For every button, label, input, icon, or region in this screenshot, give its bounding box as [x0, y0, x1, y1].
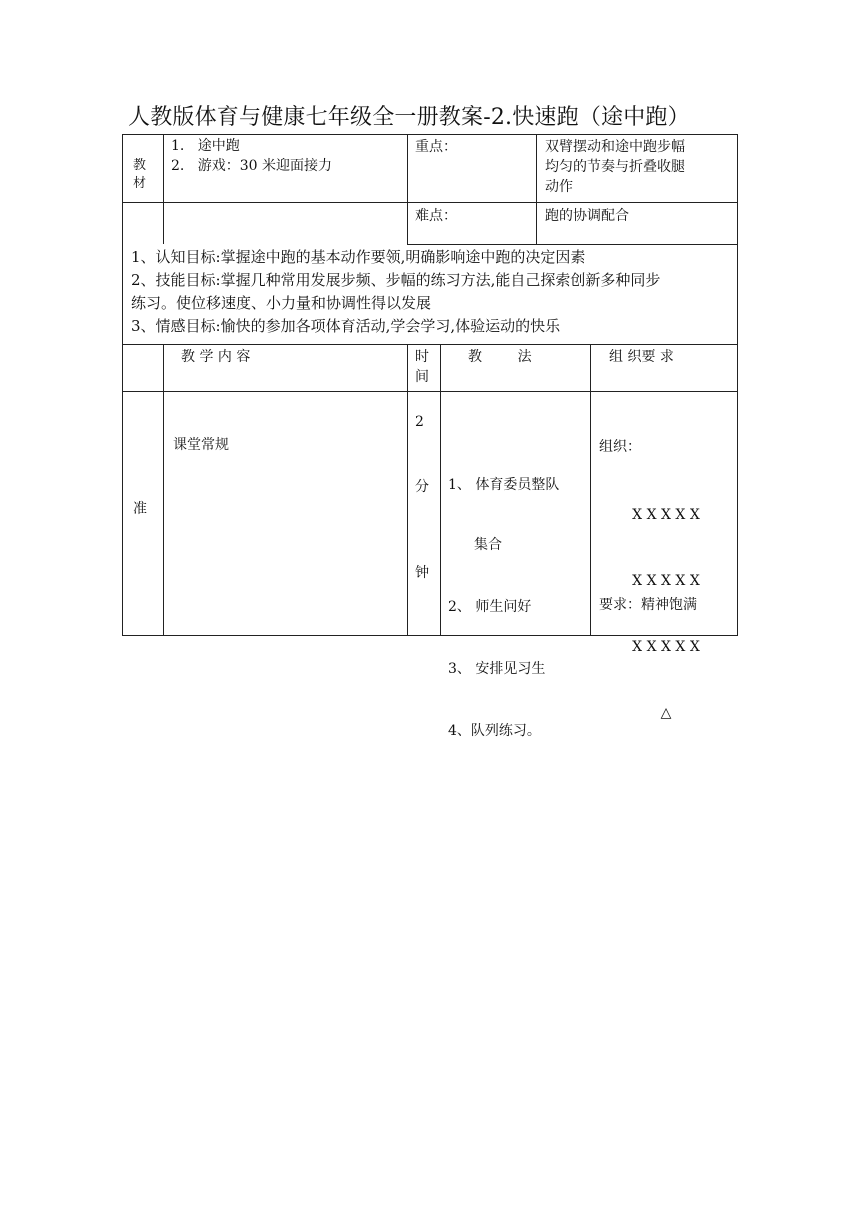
material-label: 教 材 — [133, 158, 147, 191]
teacher-mark-icon: △ — [660, 705, 672, 721]
method-list — [448, 435, 588, 781]
page-title: 人教版体育与健康七年级全一册教案-2.快速跑（途中跑） — [128, 105, 690, 130]
objective-line: 2、技能目标:掌握几种常用发展步频、步幅的练习方法,能自己探索创新多种同步 — [131, 271, 661, 289]
time-value: 2 — [415, 414, 424, 430]
col-divider — [407, 135, 408, 244]
organization-label: 组织： — [599, 439, 641, 455]
material-list — [171, 136, 401, 176]
row-divider — [123, 202, 737, 203]
header-method: 教 法 — [468, 349, 532, 365]
method-item: 1、 体育委员整队 — [448, 477, 560, 493]
material-item: 2. 游戏：30 米迎面接力 — [171, 158, 332, 174]
key-point-label: 重点： — [415, 139, 457, 155]
requirement-text: 要求：精神饱满 — [599, 597, 697, 613]
col-divider — [590, 344, 591, 636]
formation-row: X X X X X — [632, 507, 700, 523]
header-content: 教 学 内 容 — [181, 349, 251, 365]
method-item: 4、队列练习。 — [448, 723, 541, 739]
stage-label: 准 — [133, 501, 147, 517]
formation-row: X X X X X — [632, 639, 700, 655]
difficulty-label: 难点： — [415, 208, 457, 224]
key-point-content: 双臂摆动和途中跑步幅 均匀的节奏与折叠收腿 动作 — [545, 139, 685, 195]
col-divider — [536, 135, 537, 244]
difficulty-content: 跑的协调配合 — [545, 208, 629, 224]
col-divider — [163, 135, 164, 244]
method-item: 3、 安排见习生 — [448, 661, 546, 677]
time-unit: 钟 — [415, 565, 429, 581]
method-item: 集合 — [474, 537, 502, 553]
method-item: 2、 师生问好 — [448, 599, 532, 615]
formation-row: X X X X X — [632, 573, 700, 589]
row-divider — [123, 344, 737, 345]
objectives — [131, 246, 735, 338]
col-divider — [440, 344, 441, 636]
objective-line: 1、认知目标:掌握途中跑的基本动作要领,明确影响途中跑的决定因素 — [131, 248, 586, 266]
objective-line: 练习。使位移速度、小力量和协调性得以发展 — [131, 294, 432, 312]
col-divider — [407, 344, 408, 636]
row-divider — [123, 391, 737, 392]
header-requirements: 组 织要 求 — [609, 349, 674, 365]
time-unit: 分 — [415, 479, 429, 495]
objective-line: 3、情感目标:愉快的参加各项体育活动,学会学习,体验运动的快乐 — [131, 317, 561, 335]
lesson-plan-table — [122, 134, 738, 739]
material-item: 1. 途中跑 — [171, 138, 240, 154]
content-text: 课堂常规 — [173, 437, 229, 453]
header-time: 时 间 — [415, 349, 429, 385]
col-divider — [163, 344, 164, 636]
row-divider — [407, 244, 737, 245]
